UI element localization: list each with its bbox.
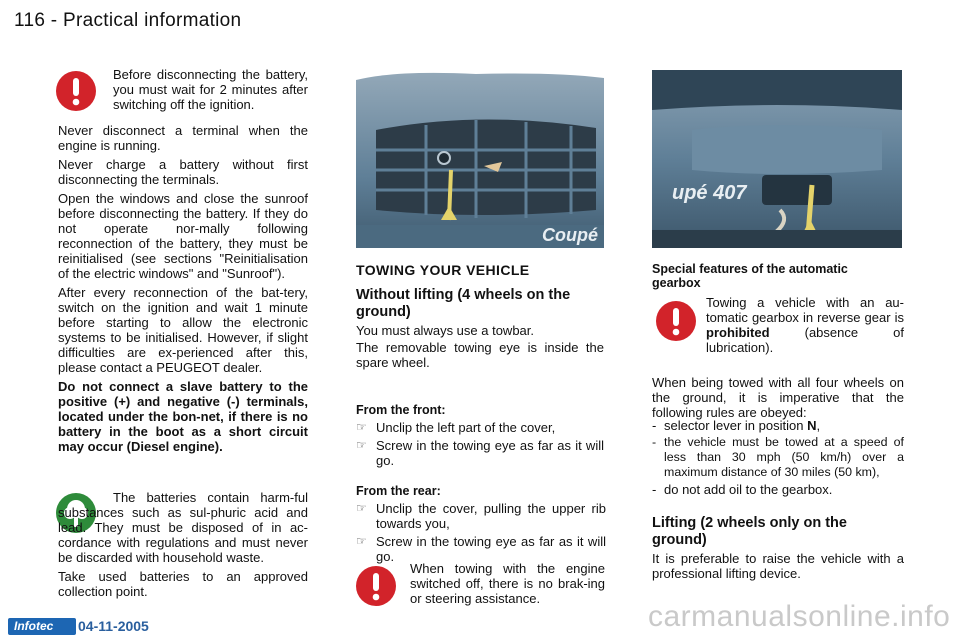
- paragraph: Never disconnect a terminal when the engine is running.: [58, 123, 308, 153]
- list-item: - selector lever in position N,: [652, 418, 821, 433]
- car-badge: upé 407: [672, 182, 747, 204]
- step-text: Screw in the towing eye as far as it will go.: [376, 438, 604, 468]
- collection-point-text: Take used batteries to an approved collection point.: [58, 569, 308, 599]
- lifting-text: It is preferable to raise the vehicle with a professional lifting device.: [652, 551, 904, 581]
- no-assistance-warning: When towing with the engine switched off, there is no brak-ing or steering assistance.: [410, 561, 605, 606]
- list-item: [356, 438, 604, 468]
- step-text: Screw in the towing eye as far as it will go.: [376, 534, 606, 564]
- list-item: - the vehicle must be towed at a speed of less than 30 mph (50 km/h) over a maximum distance of 30 miles (50 km),: [652, 435, 904, 479]
- list-item: [356, 534, 606, 564]
- rule-emphasis: N: [807, 418, 817, 433]
- rear-towing-photo: [652, 70, 902, 248]
- battery-paragraphs: [58, 123, 308, 454]
- warning-icon: [355, 565, 397, 607]
- front-towing-photo: [356, 70, 604, 248]
- warning-icon: [55, 70, 97, 112]
- hand-pointer-icon: ☞: [356, 501, 367, 515]
- list-item: [356, 501, 606, 531]
- slave-battery-warning: Do not connect a slave battery to the positive (+) and negative (-) terminals, located under the bon-net, if there is no battery in the boot as a short circuit may occur (Diesel engine).: [58, 379, 308, 454]
- hand-pointer-icon: ☞: [356, 420, 367, 434]
- reverse-towing-warning: [706, 295, 904, 355]
- prohibited-emphasis: prohibited: [706, 325, 770, 340]
- rule-text: the vehicle must be towed at a speed of less than 30 mph (50 km/h) over a maximum distance of 30 miles (50 km),: [664, 435, 904, 479]
- lifting-heading: Lifting (2 wheels only on the ground): [652, 515, 847, 548]
- towbar-text: You must always use a towbar.: [356, 323, 535, 338]
- logo-text: Infotec: [14, 619, 54, 633]
- front-heading: From the front:: [356, 403, 446, 417]
- car-badge: Coupé: [542, 225, 598, 245]
- rear-steps: [356, 501, 606, 564]
- warning-text: (absence of lubrication).: [706, 325, 904, 355]
- step-text: Unclip the cover, pulling the upper rib towards you,: [376, 501, 606, 531]
- print-date: 04-11-2005: [78, 618, 149, 634]
- rear-heading: From the rear:: [356, 484, 441, 498]
- rule-text: ,: [816, 418, 821, 433]
- section-title: TOWING YOUR VEHICLE: [356, 262, 530, 278]
- section-subtitle: Without lifting (4 wheels on the ground): [356, 287, 571, 320]
- watermark: carmanualsonline.info: [648, 600, 951, 633]
- rule-text: do not add oil to the gearbox.: [664, 482, 833, 497]
- rule-text: selector lever in position: [664, 418, 808, 433]
- warning-text: Towing a vehicle with an au-tomatic gearbox in reverse gear is: [706, 295, 904, 325]
- hand-pointer-icon: ☞: [356, 438, 367, 452]
- towed-rules-intro: When being towed with all four wheels on the ground, it is imperative that the following rules are obeyed:: [652, 375, 904, 420]
- environment-note: [58, 490, 308, 599]
- hand-pointer-icon: ☞: [356, 534, 367, 548]
- front-steps: [356, 420, 604, 468]
- paragraph: After every reconnection of the bat-tery, switch on the ignition and wait 1 minute before starting to allow the electronic systems to be initialised. However, if slight difficulties are ex-perienced after this, please contact a PEUGEOT dealer.: [58, 285, 308, 375]
- automatic-gearbox-heading: Special features of the automatic gearbox: [652, 262, 848, 290]
- battery-disposal-text: The batteries contain harm-ful substances such as sul-phuric acid and lead. They must be disposed of in ac-cordance with regulations and must never be discarded with household waste.: [58, 490, 308, 565]
- towing-rules-list: [652, 418, 904, 497]
- towing-eye-location: The removable towing eye is inside the spare wheel.: [356, 340, 604, 370]
- paragraph: Open the windows and close the sunroof before disconnecting the battery. If they do not operate nor-mally following reconnection of the battery, they must be reinitialised (see sections "Reinitialisation of the electric windows" and "Sunroof").: [58, 191, 308, 281]
- list-item: [356, 420, 604, 435]
- warning-icon: [655, 300, 697, 342]
- step-text: Unclip the left part of the cover,: [376, 420, 556, 435]
- infotec-logo: [8, 618, 76, 635]
- list-item: - do not add oil to the gearbox.: [652, 482, 833, 497]
- paragraph: Never charge a battery without first disconnecting the terminals.: [58, 157, 308, 187]
- battery-wait-warning: Before disconnecting the battery, you must wait for 2 minutes after switching off the ignition.: [113, 67, 308, 112]
- page-title: 116 - Practical information: [14, 10, 242, 31]
